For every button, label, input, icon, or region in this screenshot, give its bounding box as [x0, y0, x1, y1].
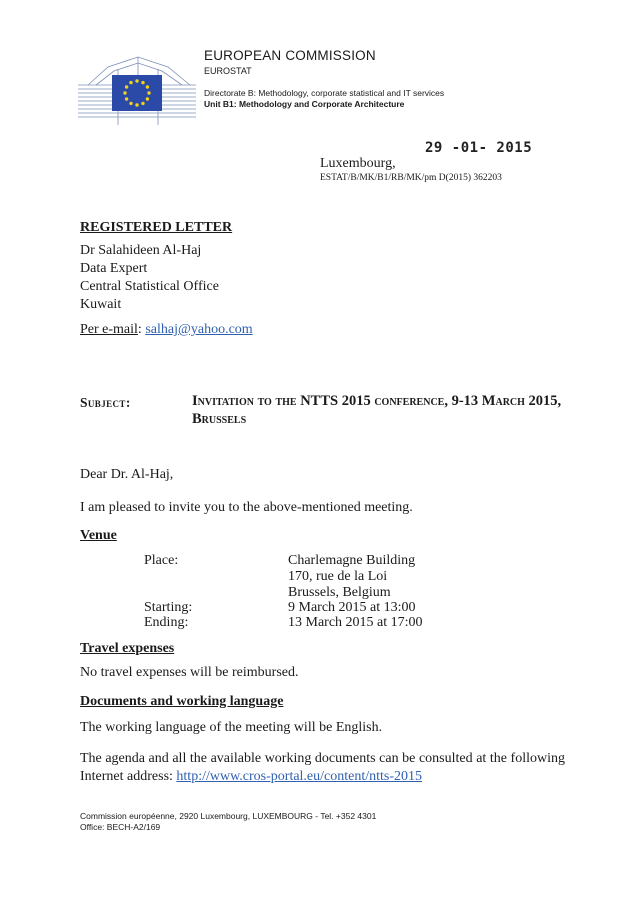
intro-paragraph: I am pleased to invite you to the above-mentioned meeting. [80, 500, 413, 515]
email-separator: : [137, 322, 146, 337]
language-text: The working language of the meeting will be English. [80, 720, 383, 735]
unit: Unit B1: Methodology and Corporate Architecture [204, 99, 405, 109]
agenda-paragraph [80, 750, 565, 786]
directorate: Directorate B: Methodology, corporate statistical and IT services [204, 88, 445, 98]
place-line-2: 170, rue de la Loi [288, 569, 388, 584]
email-link[interactable]: salhaj@yahoo.com [145, 322, 253, 337]
email-label: Per e-mail [80, 322, 138, 337]
venue-heading: Venue [80, 528, 117, 543]
place-line-3: Brussels, Belgium [288, 585, 391, 600]
registered-letter-heading: REGISTERED LETTER [80, 220, 233, 235]
place-line-1: Charlemagne Building [288, 553, 416, 568]
travel-heading: Travel expenses [80, 641, 175, 656]
place-label: Place: [144, 553, 179, 568]
recipient-office: Central Statistical Office [80, 279, 219, 294]
subject-label: Subject: [80, 395, 131, 410]
city: Luxembourg, [320, 156, 396, 171]
end-value: 13 March 2015 at 17:00 [288, 615, 423, 630]
start-label: Starting: [144, 600, 193, 615]
start-value: 9 March 2015 at 13:00 [288, 600, 416, 615]
recipient-country: Kuwait [80, 297, 122, 312]
recipient-title: Data Expert [80, 261, 148, 276]
org-name: EUROPEAN COMMISSION [204, 48, 376, 63]
recipient-name: Dr Salahideen Al-Haj [80, 243, 202, 258]
agenda-text: The agenda and all the available working documents can be consulted at the following Internet address: [80, 751, 565, 784]
european-commission-logo [78, 45, 196, 127]
footer-office: Office: BECH-A2/169 [80, 822, 161, 832]
dept-name: EUROSTAT [204, 66, 252, 76]
salutation: Dear Dr. Al-Haj, [80, 467, 174, 482]
end-label: Ending: [144, 615, 189, 630]
date-stamp: 29 -01- 2015 [425, 140, 533, 156]
documents-heading: Documents and working language [80, 694, 284, 709]
travel-text: No travel expenses will be reimbursed. [80, 665, 299, 680]
email-row [80, 322, 253, 338]
subject-text: Invitation to the NTTS 2015 conference, 9-13 March 2015, Brussels [192, 393, 562, 427]
agenda-link[interactable]: http://www.cros-portal.eu/content/ntts-2015 [176, 769, 423, 784]
reference-number: ESTAT/B/MK/B1/RB/MK/pm D(2015) 362203 [320, 173, 502, 183]
footer-address: Commission européenne, 2920 Luxembourg, LUXEMBOURG - Tel. +352 4301 [80, 811, 377, 821]
